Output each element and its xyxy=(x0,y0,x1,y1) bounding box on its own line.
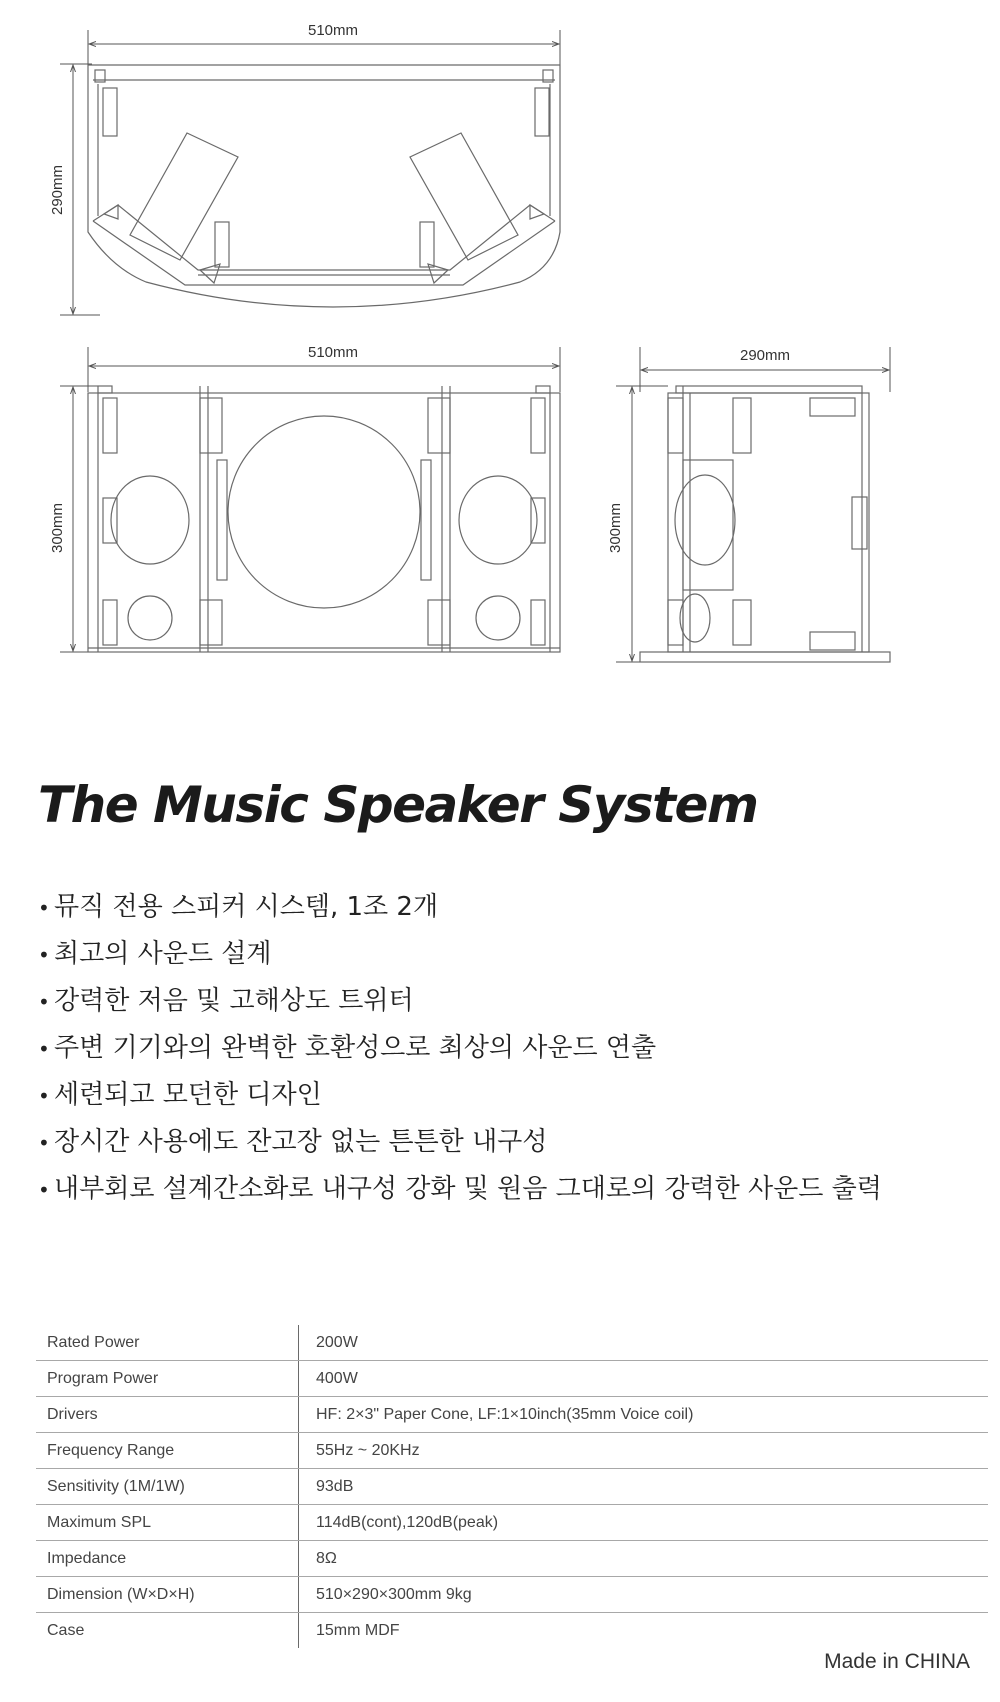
feature-item xyxy=(38,1119,882,1166)
spec-label: Drivers xyxy=(36,1397,299,1433)
bullet-icon: • xyxy=(38,990,50,1014)
front-view-drawing xyxy=(49,344,560,652)
spec-value: 200W xyxy=(299,1325,989,1361)
feature-item xyxy=(38,931,882,978)
spec-value: 15mm MDF xyxy=(299,1613,989,1649)
top-depth-label: 290mm xyxy=(49,164,66,216)
top-depth-dimension xyxy=(60,64,100,315)
top-view-drawing xyxy=(49,22,560,315)
table-row xyxy=(36,1397,988,1433)
bullet-icon: • xyxy=(38,1131,50,1155)
bullet-icon: • xyxy=(38,896,50,920)
table-row xyxy=(36,1577,988,1613)
feature-item xyxy=(38,1025,882,1072)
spec-label: Frequency Range xyxy=(36,1433,299,1469)
side-height-label: 300mm xyxy=(607,502,624,554)
feature-text: 장시간 사용에도 잔고장 없는 튼튼한 내구성 xyxy=(54,1127,548,1157)
feature-item xyxy=(38,884,882,931)
feature-text: 뮤직 전용 스피커 시스템, 1조 2개 xyxy=(54,892,439,922)
spec-value: 510×290×300mm 9kg xyxy=(299,1577,989,1613)
bullet-icon: • xyxy=(38,1084,50,1108)
feature-item xyxy=(38,1166,882,1213)
side-view-drawing xyxy=(607,347,890,662)
bullet-icon: • xyxy=(38,943,50,967)
table-row xyxy=(36,1361,988,1397)
spec-label: Program Power xyxy=(36,1361,299,1397)
spec-label: Dimension (W×D×H) xyxy=(36,1577,299,1613)
bullet-icon: • xyxy=(38,1178,50,1202)
table-row xyxy=(36,1325,988,1361)
table-row xyxy=(36,1433,988,1469)
made-in-label: Made in CHINA xyxy=(824,1650,970,1673)
spec-label: Sensitivity (1M/1W) xyxy=(36,1469,299,1505)
front-height-label: 300mm xyxy=(49,502,66,554)
spec-value: 114dB(cont),120dB(peak) xyxy=(299,1505,989,1541)
spec-value: 400W xyxy=(299,1361,989,1397)
spec-value: 8Ω xyxy=(299,1541,989,1577)
feature-text: 세련되고 모던한 디자인 xyxy=(54,1080,322,1110)
table-row xyxy=(36,1541,988,1577)
spec-label: Case xyxy=(47,1621,85,1639)
feature-text: 주변 기기와의 완벽한 호환성으로 최상의 사운드 연출 xyxy=(54,1033,657,1063)
side-depth-label: 290mm xyxy=(739,347,791,364)
spec-label: Maximum SPL xyxy=(36,1505,299,1541)
spec-value: HF: 2×3" Paper Cone, LF:1×10inch(35mm Voice coil) xyxy=(299,1397,989,1433)
feature-text: 내부회로 설계간소화로 내구성 강화 및 원음 그대로의 강력한 사운드 출력 xyxy=(54,1174,882,1204)
bullet-icon: • xyxy=(38,1037,50,1061)
feature-item xyxy=(38,978,882,1025)
feature-text: 최고의 사운드 설계 xyxy=(54,939,272,969)
feature-item xyxy=(38,1072,882,1119)
spec-label: Impedance xyxy=(36,1541,299,1577)
table-row xyxy=(36,1505,988,1541)
table-row xyxy=(36,1613,988,1649)
front-width-label: 510mm xyxy=(307,344,359,361)
table-row xyxy=(36,1469,988,1505)
spec-label: Rated Power xyxy=(36,1325,299,1361)
speaker-technical-drawings xyxy=(0,0,1000,700)
feature-list xyxy=(38,884,882,1213)
top-width-label: 510mm xyxy=(307,22,359,39)
spec-table xyxy=(36,1325,988,1648)
spec-value: 55Hz ~ 20KHz xyxy=(299,1433,989,1469)
product-headline: The Music Speaker System xyxy=(38,776,758,834)
feature-text: 강력한 저음 및 고해상도 트위터 xyxy=(54,986,414,1016)
spec-value: 93dB xyxy=(299,1469,989,1505)
